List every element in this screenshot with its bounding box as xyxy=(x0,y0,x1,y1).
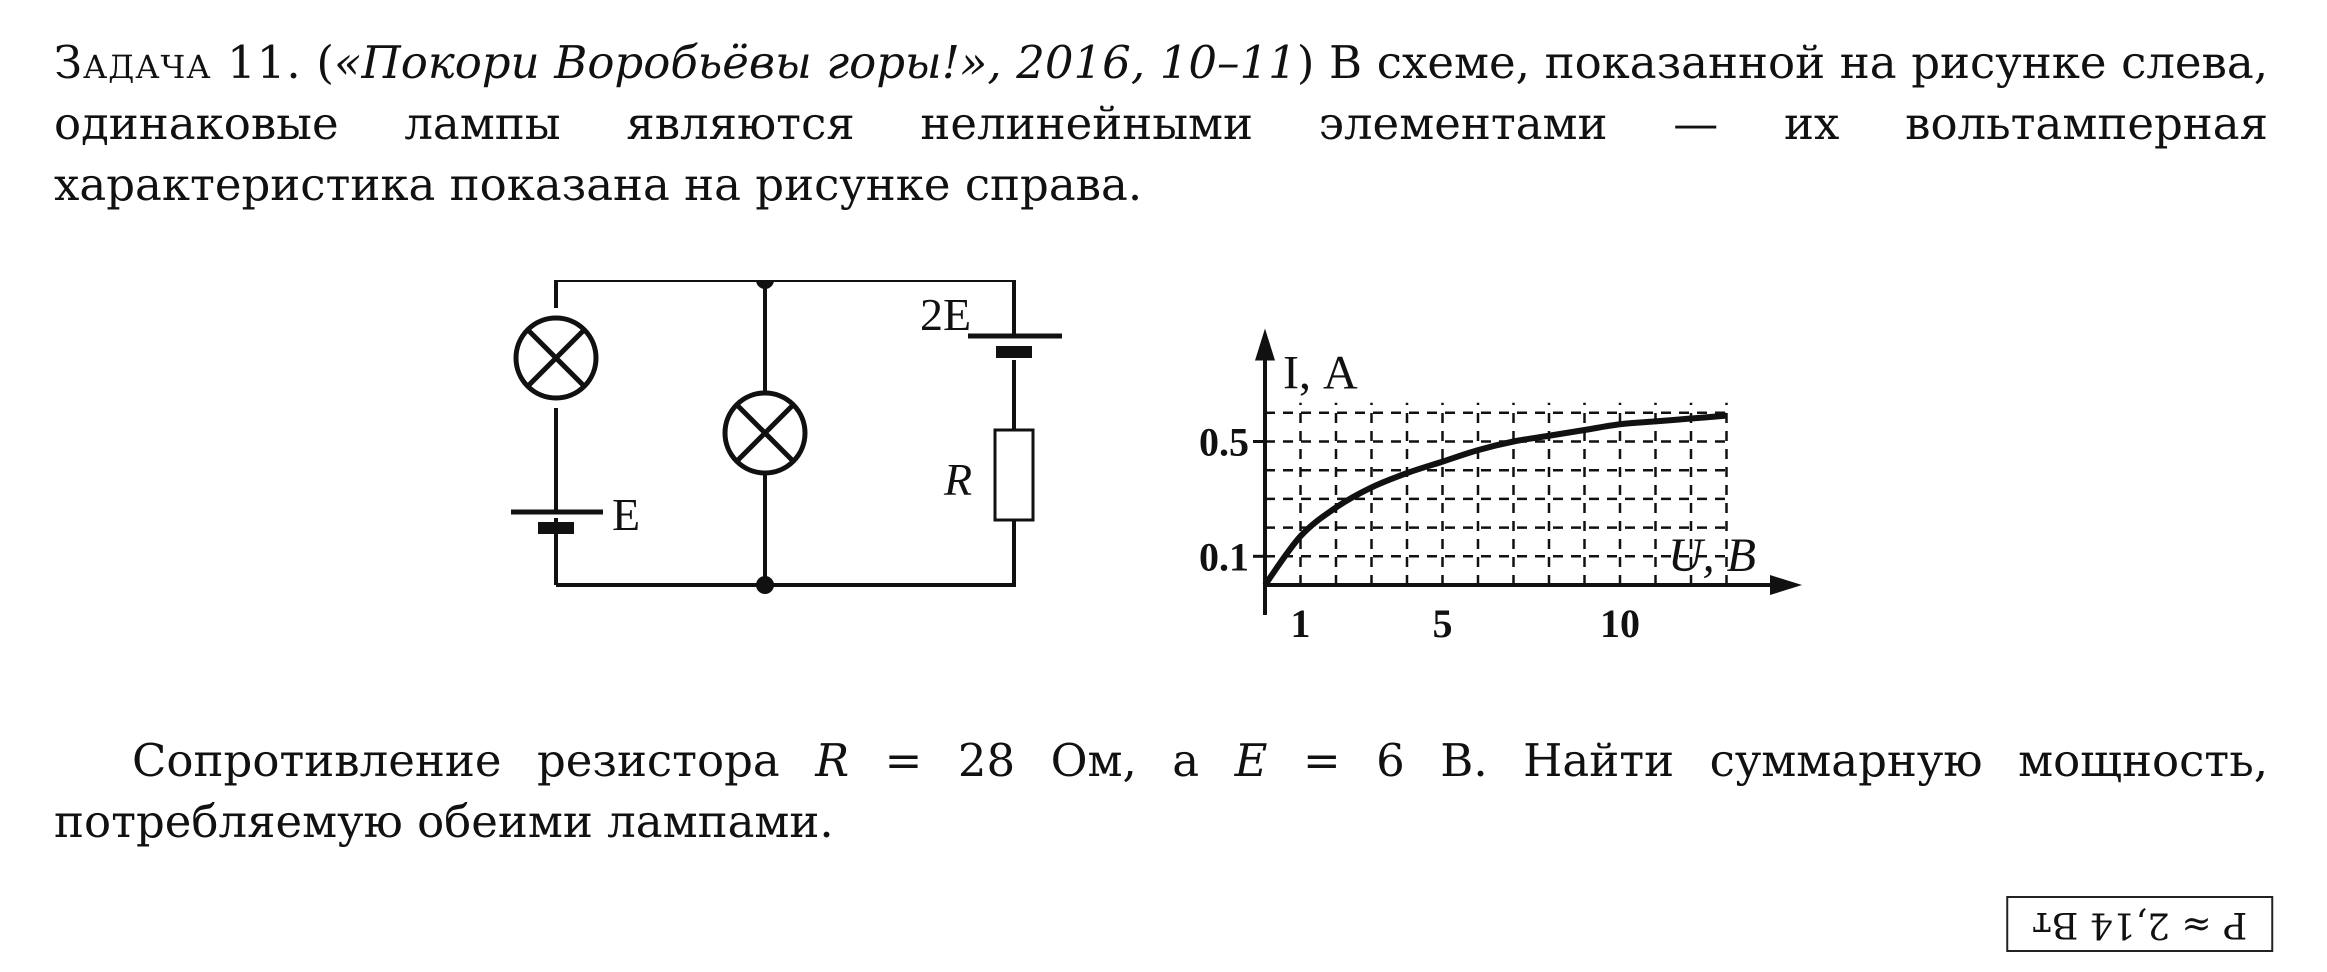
task-label: Задача 11. xyxy=(54,36,302,89)
junction-top xyxy=(756,280,774,289)
question-part3: = 6 В. Найти суммарную мощность, потребляемую обеими лампами. xyxy=(54,734,2268,848)
problem-statement: Задача 11. («Покори Воробьёвы горы!», 2016, 10–11) В схеме, показанной на рисунке слева, одинаковые лампы являются нелинейными элементами — их вольтамперная характеристика показана на рисунке справа. xyxy=(54,36,2269,211)
bottom-wire xyxy=(556,542,1014,585)
battery-right-label: 2E xyxy=(920,289,972,340)
e-variable: E xyxy=(1234,734,1268,787)
figures-svg xyxy=(0,280,2327,680)
y-axis-arrow xyxy=(1255,328,1275,360)
iv-curve xyxy=(1265,416,1727,585)
y-axis-label: I, А xyxy=(1283,346,1358,400)
iv-chart xyxy=(1199,328,1802,646)
y-tick-label: 0.1 xyxy=(1199,534,1249,580)
r-variable: R xyxy=(815,734,850,787)
x-tick-label: 5 xyxy=(1432,601,1453,646)
resistor xyxy=(995,430,1033,520)
question-part1: Сопротивление резистора xyxy=(132,734,816,787)
battery-left-label: E xyxy=(612,489,641,540)
x-tick-label: 1 xyxy=(1290,601,1311,646)
task-source: «Покори Воробьёвы горы!», 2016, 10–11 xyxy=(333,36,1297,89)
y-tick-label: 0.5 xyxy=(1199,419,1249,465)
answer-box xyxy=(2006,896,2273,952)
intro-text: В схеме, показанной на рисунке слева, одинаковые лампы являются нелинейными элементами — их вольтамперная характеристика показана на рисунке справа. xyxy=(54,36,2269,211)
x-axis-label: U, В xyxy=(1668,529,1756,582)
battery-right xyxy=(968,280,1062,358)
resistor-label: R xyxy=(944,454,973,505)
x-axis-arrow xyxy=(1770,575,1802,595)
junction-bottom xyxy=(756,576,774,594)
question-text xyxy=(54,730,2268,852)
figures-row xyxy=(0,280,2327,680)
question-part2: = 28 Ом, а xyxy=(849,734,1235,787)
x-tick-label: 10 xyxy=(1600,601,1640,646)
lamp-middle xyxy=(725,393,805,473)
lamp-left xyxy=(516,318,596,398)
answer-text: P ≈ 2,14 Вт xyxy=(2031,904,2247,945)
battery-left xyxy=(511,408,603,585)
